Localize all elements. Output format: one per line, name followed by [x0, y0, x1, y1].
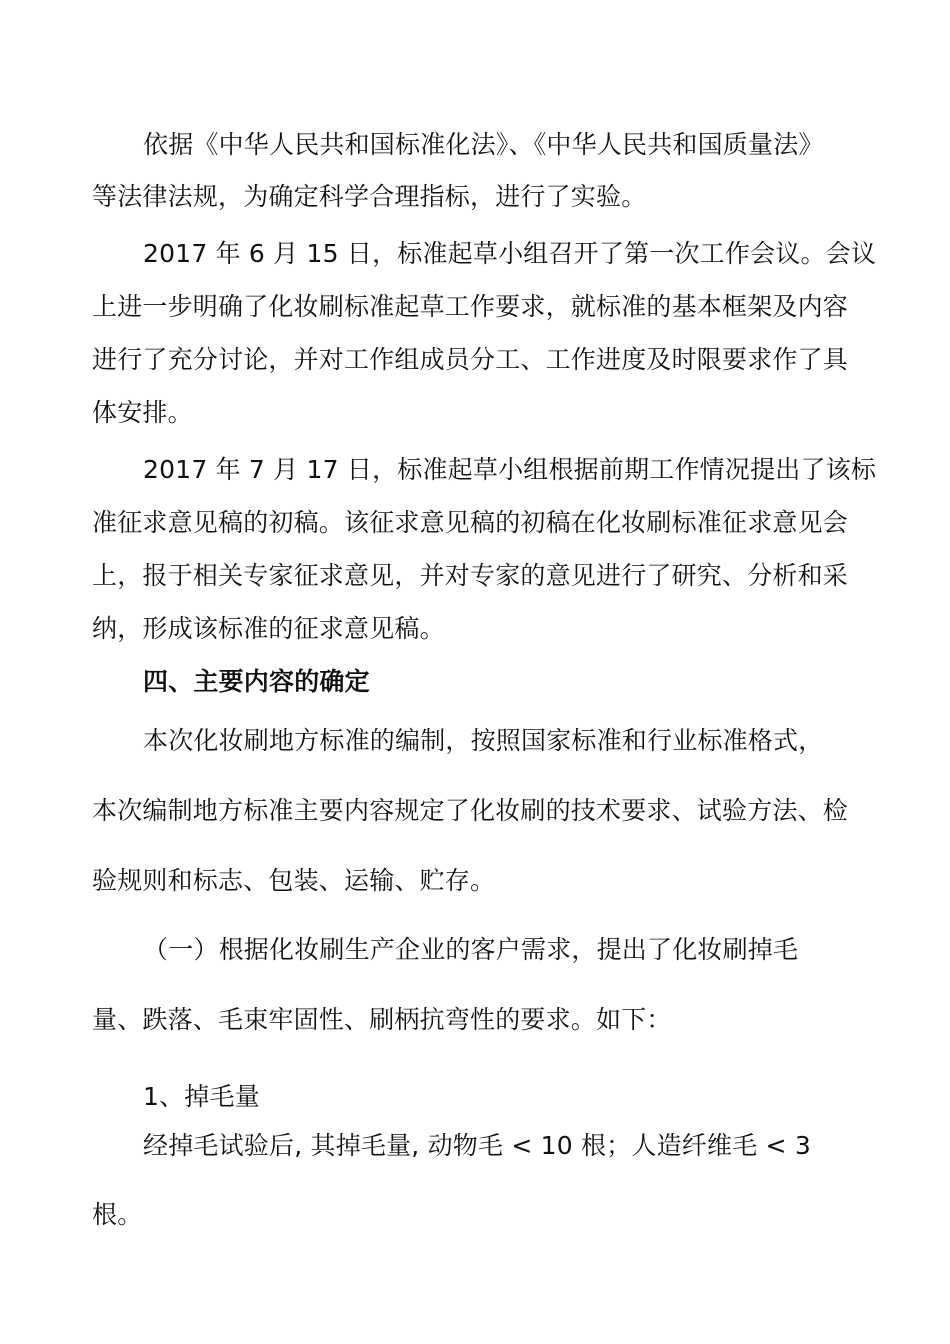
paragraph-2-line-3: 进行了充分讨论，并对工作组成员分工、工作进度及时限要求作了具	[92, 345, 849, 374]
subheading-item-1: 1、掉毛量	[143, 1082, 260, 1111]
paragraph-6-line-2: 根。	[92, 1200, 143, 1229]
paragraph-5-line-2: 量、跌落、毛束牢固性、刷柄抗弯性的要求。如下：	[92, 1005, 672, 1034]
paragraph-4-line-3: 验规则和标志、包装、运输、贮存。	[92, 866, 496, 895]
paragraph-3-line-3: 上，报于相关专家征求意见，并对专家的意见进行了研究、分析和采	[92, 561, 849, 590]
paragraph-3-line-1: 2017 年 7 月 17 日，标准起草小组根据前期工作情况提出了该标	[143, 455, 877, 484]
paragraph-2-line-1: 2017 年 6 月 15 日，标准起草小组召开了第一次工作会议。会议	[143, 239, 877, 268]
paragraph-4-line-1: 本次化妆刷地方标准的编制，按照国家标准和行业标准格式，	[143, 726, 824, 755]
paragraph-5-line-1: （一）根据化妆刷生产企业的客户需求，提出了化妆刷掉毛	[143, 935, 799, 964]
paragraph-6-line-1: 经掉毛试验后, 其掉毛量, 动物毛 < 10 根；人造纤维毛 < 3	[143, 1131, 811, 1160]
paragraph-1-line-2: 等法律法规，为确定科学合理指标，进行了实验。	[92, 182, 647, 211]
section-heading: 四、主要内容的确定	[143, 667, 370, 696]
paragraph-1-line-1: 依据《中华人民共和国标准化法》、《中华人民共和国质量法》	[143, 130, 824, 159]
paragraph-4-line-2: 本次编制地方标准主要内容规定了化妆刷的技术要求、试验方法、检	[92, 796, 849, 825]
paragraph-3-line-4: 纳，形成该标准的征求意见稿。	[92, 614, 445, 643]
paragraph-2-line-4: 体安排。	[92, 398, 193, 427]
paragraph-3-line-2: 准征求意见稿的初稿。该征求意见稿的初稿在化妆刷标准征求意见会	[92, 508, 849, 537]
paragraph-2-line-2: 上进一步明确了化妆刷标准起草工作要求，就标准的基本框架及内容	[92, 292, 849, 321]
